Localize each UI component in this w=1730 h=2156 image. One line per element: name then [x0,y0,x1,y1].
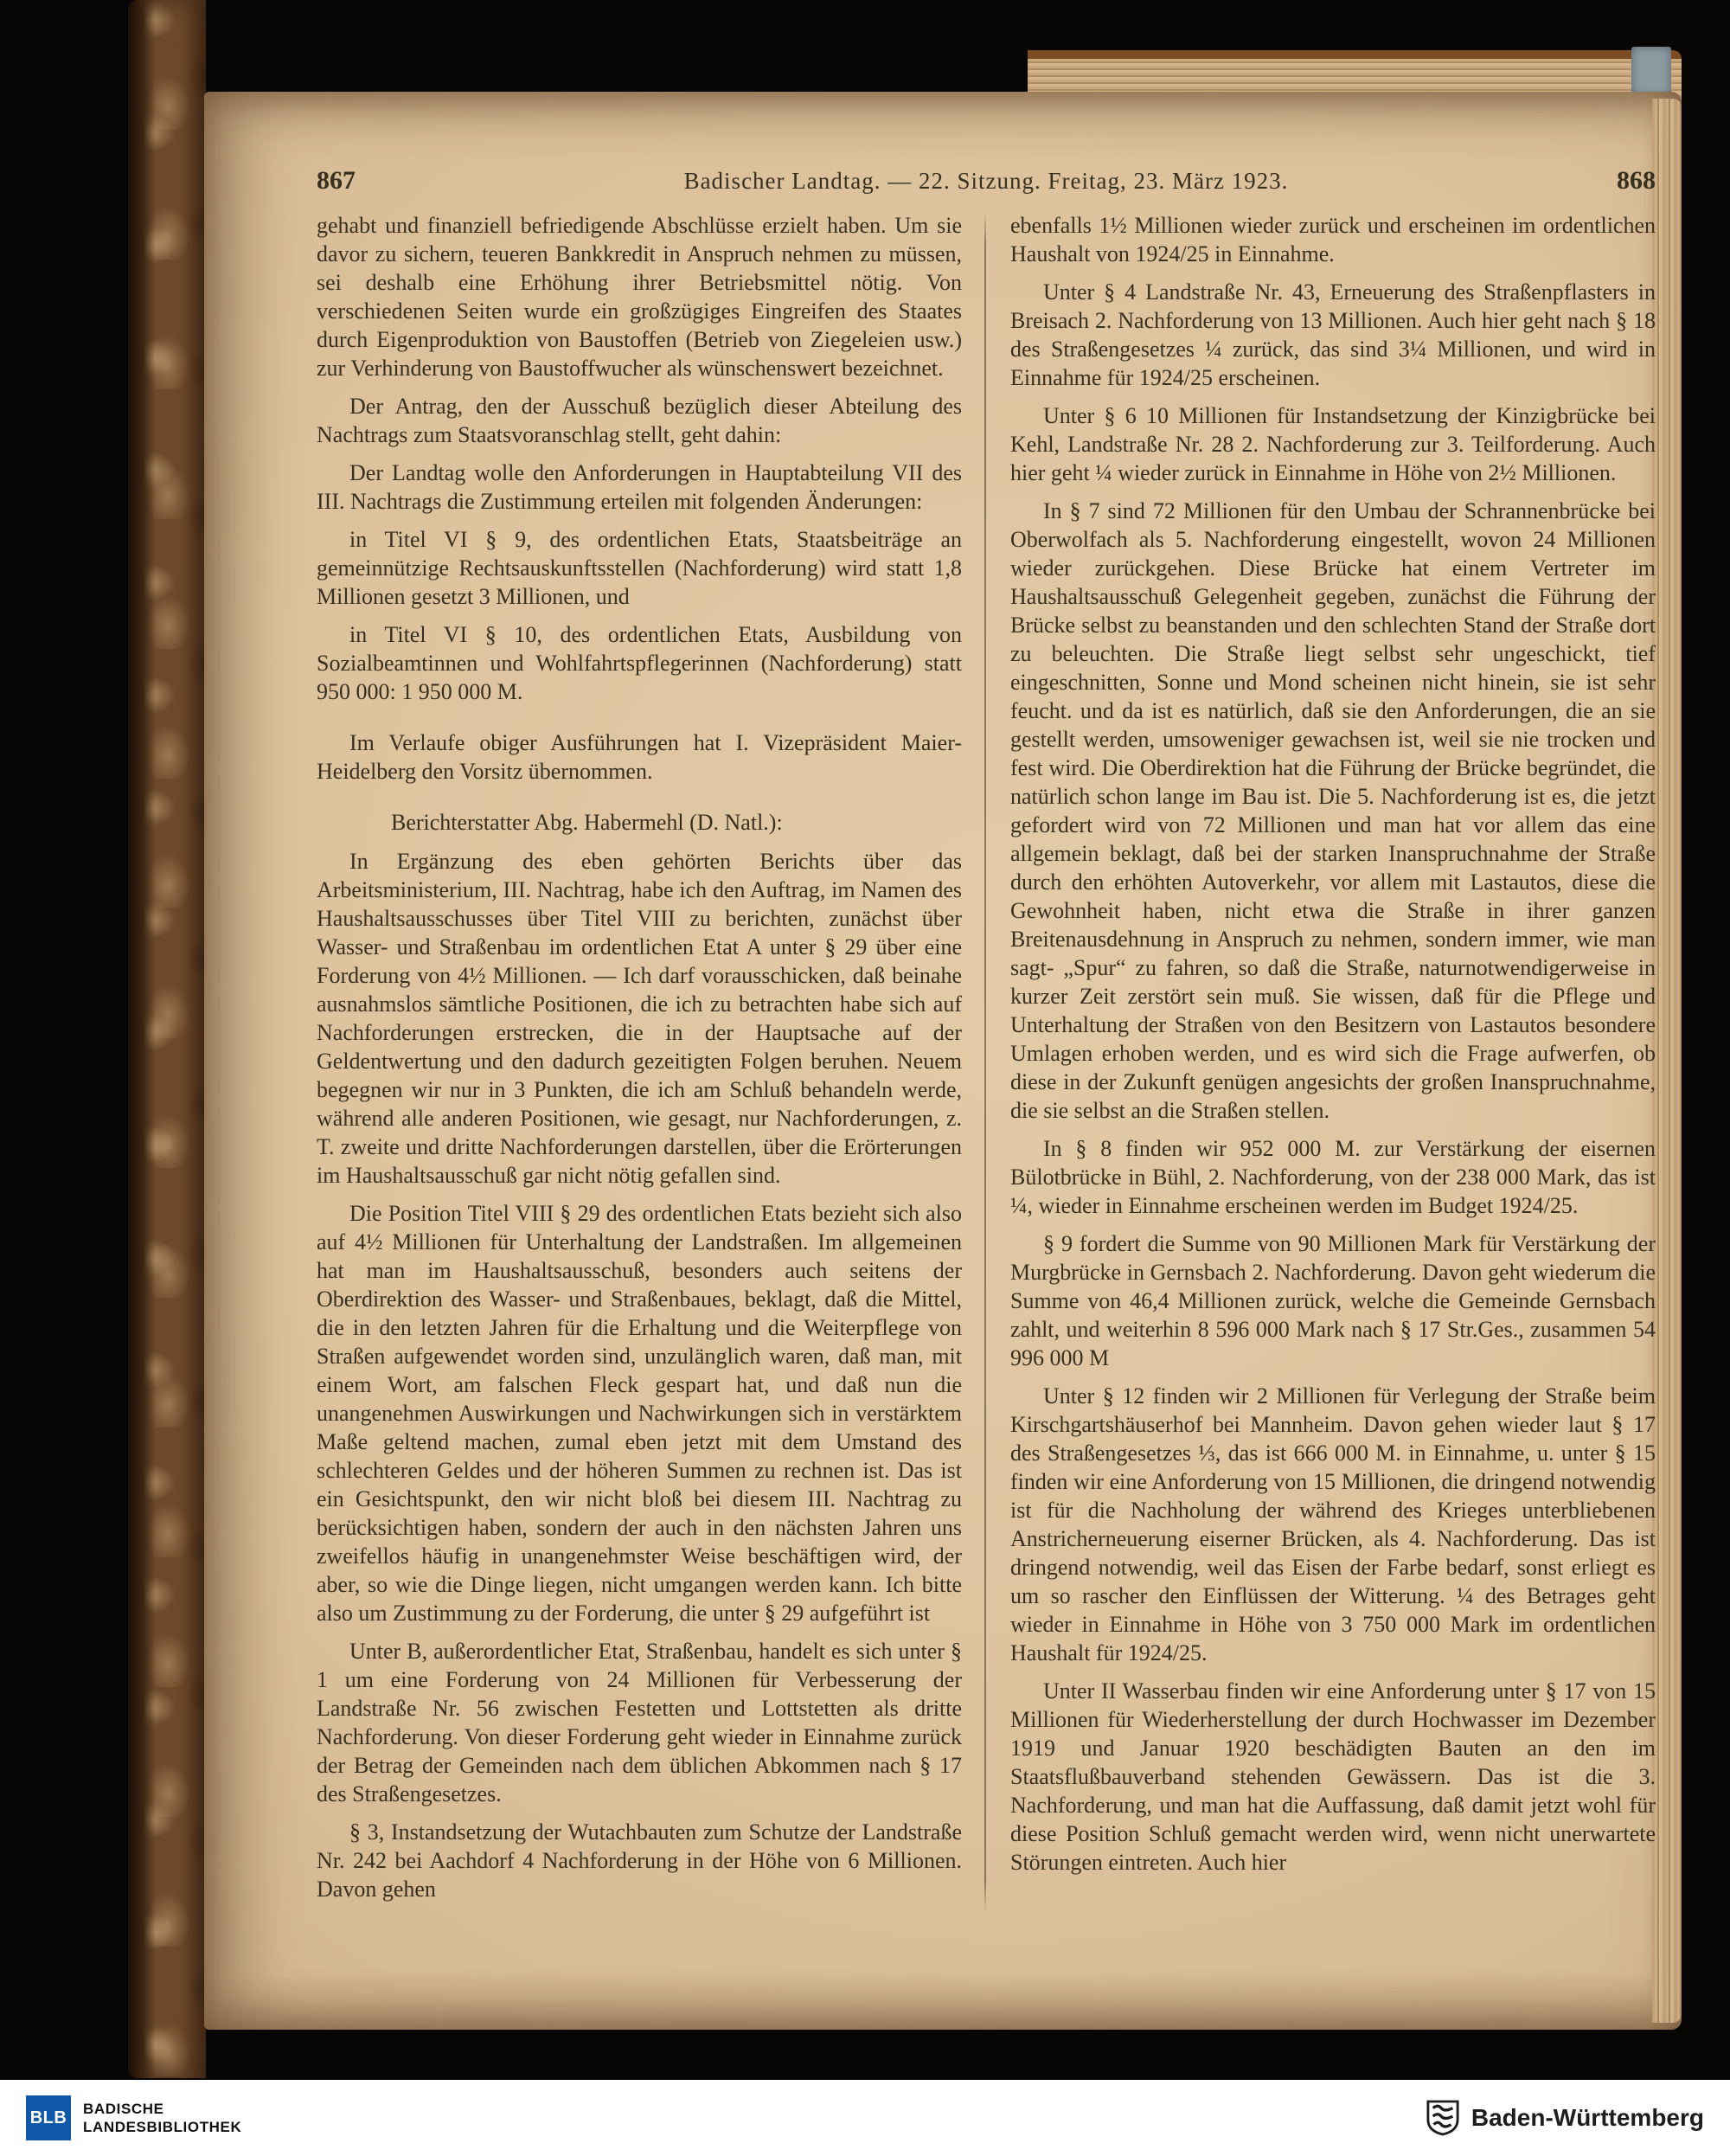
blb-name-line2: LANDESBIBLIOTHEK [83,2119,242,2135]
paragraph: § 9 fordert die Summe von 90 Millionen Mark für Verstärkung der Murgbrücke in Gernsbach 2. Nachforderung. Davon geht wiederum die Summe von 46,4 Millionen zurück, welche die Gemeinde Gernsbach zahlt, und weiterhin 8 596 000 Mark nach § 17 Str.Ges., zusammen 54 996 000 M [1010,1231,1656,1370]
book-spine [128,0,206,2078]
page-number-left: 867 [317,166,356,195]
running-header [317,166,1656,196]
paragraph: Die Position Titel VIII § 29 des ordentlichen Etats bezieht sich also auf 4½ Millionen für Unterhaltung der Landstraßen. Im allgemeinen hat man im Haushaltsausschuß, besonders auch seitens der Oberdirektion des Wasser- und Straßenbaues, beklagt, daß die Mittel, die in den letzten Jahren für die Erhaltung und die Weiterpflege von Straßen aufgewendet worden sind, unzulänglich waren, daß man, mit einem Wort, am falschen Fleck gespart hat, und daß nun die unangenehmen Auswirkungen und Nachwirkungen sich in verstärktem Maße geltend machen, zumal eben jetzt mit dem Umstand des schlechteren Geldes und der höheren Summen zu rechnen ist. Das ist ein Gesichtspunkt, den wir nicht bloß bei diesem III. Nachtrag zu berücksichtigen haben, sondern der auch in den nächsten Jahren uns zweifellos häufig in unangenehmster Weise beschäftigen wird, der aber, so wie die Dinge liegen, nicht umgangen werden kann. Ich bitte also um Zustimmung zu der Forderung, die unter § 29 aufgeführt ist [317,1201,962,1626]
blb-name [83,2100,241,2136]
page-content [317,166,1656,1913]
paragraph: gehabt und finanziell befriedigende Abschlüsse erzielt haben. Um sie davor zu sichern, teueren Bankkredit in Anspruch nehmen zu müssen, sei deshalb eine Erhöhung ihrer Betriebsmittel nötig. Von verschiedenen Seiten wurde ein großzügiges Eingreifen des Staates durch Eigenproduktion von Baustoffen (Betrieb von Ziegeleien usw.) zur Verhinderung von Baustoffwucher als wünschenswert bezeichnet. [317,213,962,381]
paragraph: In § 8 finden wir 952 000 M. zur Verstärkung der eisernen Bülotbrücke in Bühl, 2. Nachforderung, von der 238 000 Mark, das ist ¼, wieder in Einnahme erscheinen werden im Budget 1924/25. [1010,1136,1656,1218]
coat-of-arms-icon [1426,2100,1459,2136]
blb-name-line1: BADISCHE [83,2101,164,2117]
paragraph: § 3, Instandsetzung der Wutachbauten zum Schutze der Landstraße Nr. 242 bei Aachdorf 4 Nachforderung in der Höhe von 6 Millionen. Davon gehen [317,1819,962,1902]
blb-logo-icon [26,2095,71,2140]
paragraph: In Ergänzung des eben gehörten Berichts über das Arbeitsministerium, III. Nachtrag, habe ich den Auftrag, im Namen des Haushaltsausschusses über Titel VIII zu berichten, zunächst über Wasser- und Straßenbau im ordentlichen Etat A unter § 29 über eine Forderung von 4½ Millionen. — Ich darf vorausschicken, daß beinahe ausnahmslos sämtliche Positionen, die ich zu betrachten habe sich auf Nachforderungen erstrecken, die in der Hauptsache auf der Geldentwertung und den dadurch gezeitigten Folgen beruhen. Neuem begegnen wir nur in 3 Punkten, die ich am Schluß behandeln werde, während alle anderen Positionen, wie gesagt, nur Nachforderungen, z. T. zweite und dritte Nachforderungen darstellen, über die Erörterungen im Haushaltsausschuß gar nicht nötig gefallen sind. [317,849,962,1188]
paragraph: in Titel VI § 10, des ordentlichen Etats, Ausbildung von Sozialbeamtinnen und Wohlfahrtspflegerinnen (Nachforderung) statt 950 000: 1 950 000 M. [317,622,962,704]
scanned-page [204,92,1682,2030]
state-logo [1426,2100,1704,2136]
branding-footer [0,2080,1730,2156]
text-columns [317,211,1656,1913]
paragraph: Unter § 12 finden wir 2 Millionen für Verlegung der Straße beim Kirschgartshäuserhof bei Mannheim. Davon gehen wieder laut § 17 des Straßengesetzes ⅓, das ist 666 000 M. in Einnahme, u. unter § 15 finden wir eine Anforderung von 15 Millionen, die dringend notwendig ist für die Nachholung der während des Krieges unterbliebenen Anstricherneuerung eiserner Brücken, als 4. Nachforderung. Das ist dringend notwendig, weil das Eisen der Farbe bedarf, sonst erliegt es um so rascher den Einflüssen der Witterung. ¼ des Betrages geht wieder in Einnahme in Höhe von 3 750 000 Mark im ordentlichen Haushalt für 1924/25. [1010,1383,1656,1665]
state-name: Baden-Württemberg [1470,2104,1704,2131]
paragraph: In § 7 sind 72 Millionen für den Umbau der Schrannenbrücke bei Oberwolfach als 5. Nachforderung eingestellt, wovon 24 Millionen wieder zurückgehen. Diese Brücke hat einem Vertreter im Haushaltsausschuß Gelegenheit gegeben, zunächst die Führung der Brücke selbst zu beanstanden und den schlechten Stand der Straße dort zu beleuchten. Die Straße liegt selbst sehr ungeschickt, tief eingeschnitten, Sonne und Mond scheinen nicht hinein, sie ist sehr feucht. und da ist es natürlich, daß sie den Anforderungen, die an sie gestellt werden, umsoweniger gewachsen ist, weil sie nie trocken und fest wird. Die Oberdirektion hat die Führung der Brücke begründet, die natürlich schon lange im Bau ist. Die 5. Nachforderung ist es, die jetzt gefordert wird von 72 Millionen und man hat vor allem das eine allgemein beklagt, daß bei der starken Inanspruchnahme der Straße durch den erhöhten Autoverkehr, vor allem mit Lastautos, diese die Gewohnheit haben, nicht etwa die Straße in ihrer ganzen Breitenausdehnung in Anspruch zu nehmen, sondern immer, wie man sagt- „Spur“ zu fahren, so daß die Straße, naturnotwendigerweise in kurzer Zeit zerstört sein muß. Sie wissen, daß für die Pflege und Unterhaltung der Straßen von den Besitzern von Lastautos besondere Umlagen erhoben werden, und es wird sich die Frage aufwerfen, ob diese in der Zukunft genügen angesichts der großen Inanspruchnahme, die sie selbst an die Straßen stellen. [1010,498,1656,1123]
paragraph: ebenfalls 1½ Millionen wieder zurück und erscheinen im ordentlichen Haushalt von 1924/25 in Einnahme. [1010,213,1656,266]
paragraph: Im Verlaufe obiger Ausführungen hat I. Vizepräsident Maier-Heidelberg den Vorsitz übernommen. [317,730,962,784]
paragraph: Der Landtag wolle den Anforderungen in Hauptabteilung VII des III. Nachtrags die Zustimmung erteilen mit folgenden Änderungen: [317,460,962,514]
paragraph: Unter B, außerordentlicher Etat, Straßenbau, handelt es sich unter § 1 um eine Forderung von 24 Millionen für Verbesserung der Landstraße Nr. 56 zwischen Festetten und Lottstetten als dritte Nachforderung. Von dieser Forderung geht wieder in Einnahme zurück der Betrag der Gemeinden nach dem üblichen Abkommen nach § 17 des Straßengesetzes. [317,1639,962,1806]
column-left [317,211,984,1913]
bookmark-ribbon [1631,47,1671,95]
paragraph: Unter II Wasserbau finden wir eine Anforderung unter § 17 von 15 Millionen für Wiederherstellung der durch Hochwasser im Dezember 1919 und Januar 1920 beschädigten Bauten an den im Staatsflußbauverband stehenden Gewässern. Das ist die 3. Nachforderung, und man hat die Auffassung, daß damit jetzt wohl für diese Position Schluß gemacht werden wird, wenn nicht unerwartete Störungen eintreten. Auch hier [1010,1678,1656,1875]
paragraph: Unter § 4 Landstraße Nr. 43, Erneuerung des Straßenpflasters in Breisach 2. Nachforderung von 13 Millionen. Auch hier geht nach § 18 des Straßengesetzes ¼ zurück, das sind 3¼ Millionen, und wird in Einnahme für 1924/25 erscheinen. [1010,279,1656,390]
page-edges-right [1652,99,1682,2023]
paragraph: Unter § 6 10 Millionen für Instandsetzung der Kinzigbrücke bei Kehl, Landstraße Nr. 28 2. Nachforderung zur 3. Teilforderung. Auch hier geht ¼ wieder zurück in Einnahme in Höhe von 2½ Millionen. [1010,403,1656,485]
paragraph: Berichterstatter Abg. Habermehl (D. Natl.): [391,810,783,835]
page-number-right: 868 [1617,166,1656,195]
paragraph: Der Antrag, den der Ausschuß bezüglich dieser Abteilung des Nachtrags zum Staatsvoranschlag stellt, geht dahin: [317,394,962,447]
blb-abbr: BLB [29,2108,67,2127]
running-header-title: Badischer Landtag. — 22. Sitzung. Freitag, 23. März 1923. [683,168,1289,194]
column-right [986,211,1656,1913]
blb-logo [26,2095,241,2140]
paragraph: in Titel VI § 9, des ordentlichen Etats, Staatsbeiträge an gemeinnützige Rechtsauskunftsstellen (Nachforderung) wird statt 1,8 Millionen gesetzt 3 Millionen, und [317,527,962,609]
